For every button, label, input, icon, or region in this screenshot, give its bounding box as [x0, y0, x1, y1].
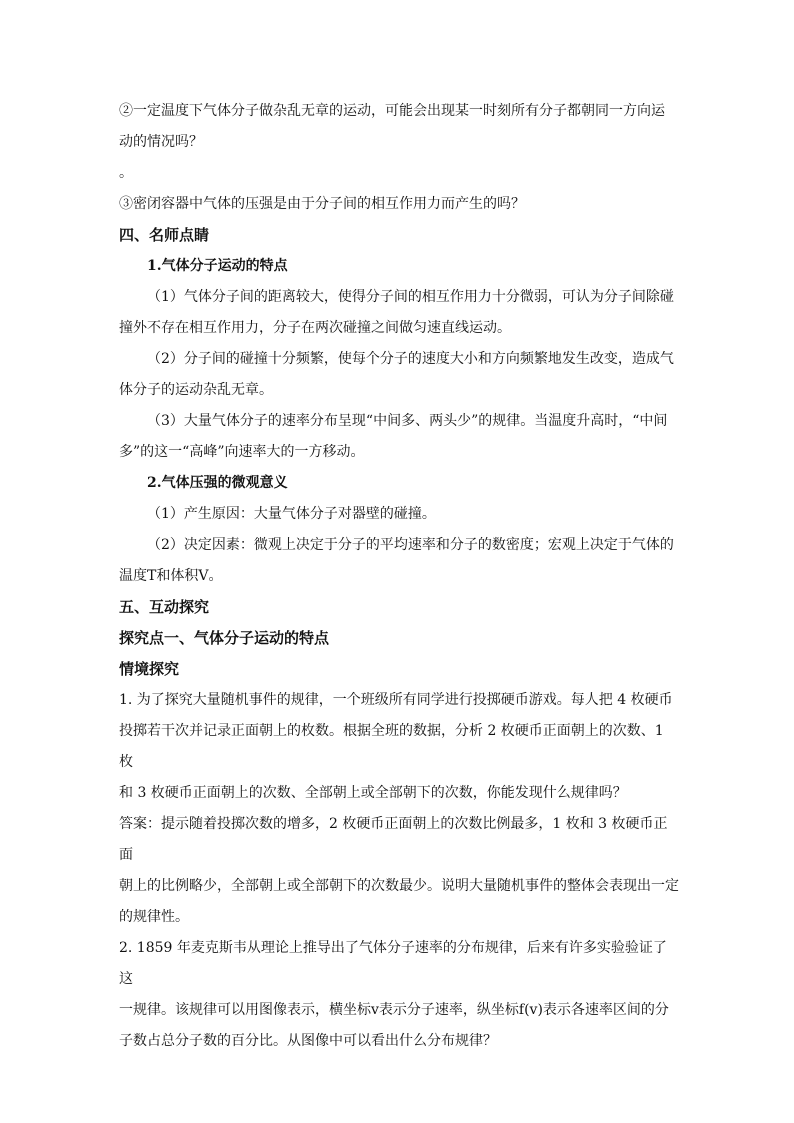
blank-answer-dot: 。 [119, 165, 133, 181]
question-2-line-2: 动的情况吗？ [119, 134, 203, 150]
item-1-line-3: 和 3 枚硬币正面朝上的次数、全部朝上或全部朝下的次数，你能发现什么规律吗？ [119, 785, 627, 801]
point-1-2: （2）分子间的碰撞十分频繁，使每个分子的速度大小和方向频繁地发生改变，造成气 [147, 351, 674, 367]
section-heading-five: 五、互动探究 [119, 598, 210, 616]
point-1-2-cont: 体分子的运动杂乱无章。 [119, 382, 273, 398]
point-2-2-cont: 温度T和体积V。 [119, 568, 223, 584]
point-2-1: （1）产生原因：大量气体分子对器壁的碰撞。 [147, 506, 436, 522]
point-2-2: （2）决定因素：微观上决定于分子的平均速率和分子的数密度；宏观上决定于气体的 [147, 537, 674, 553]
item-2-line-1: 2. 1859 年麦克斯韦从理论上推导出了气体分子速率的分布规律，后来有许多实验验证了这 [119, 940, 667, 987]
subheading-gas-motion: 1.气体分子运动的特点 [147, 258, 288, 274]
point-1-3-cont: 多”的这一“高峰”向速率大的一方移动。 [119, 444, 365, 460]
question-2-line-1: ②一定温度下气体分子做杂乱无章的运动，可能会出现某一时刻所有分子都朝同一方向运 [119, 103, 665, 119]
item-2-line-3: 子数占总分子数的百分比。从图像中可以看出什么分布规律？ [119, 1033, 497, 1049]
item-1-line-1: 1. 为了探究大量随机事件的规律，一个班级所有同学进行投掷硬币游戏。每人把 4 枚硬币 [119, 692, 673, 708]
point-1-3: （3）大量气体分子的速率分布呈现“中间多、两头少”的规律。当温度升高时，“中间 [147, 413, 668, 429]
item-2-line-2: 一规律。该规律可以用图像表示，横坐标v表示分子速率，纵坐标f(v)表示各速率区间的分 [119, 1002, 669, 1018]
answer-line-2: 朝上的比例略少，全部朝上或全部朝下的次数最少。说明大量随机事件的整体会表现出一定 [119, 878, 679, 894]
point-1-1-cont: 撞外不存在相互作用力，分子在两次碰撞之间做匀速直线运动。 [119, 320, 511, 336]
answer-line-1: 答案：提示随着投掷次数的增多，2 枚硬币正面朝上的次数比例最多，1 枚和 3 枚硬币正面 [119, 816, 668, 863]
document-body [119, 96, 679, 1057]
answer-line-3: 的规律性。 [119, 909, 189, 925]
question-3: ③密闭容器中气体的压强是由于分子间的相互作用力而产生的吗？ [119, 196, 525, 212]
item-1-line-2: 投掷若干次并记录正面朝上的枚数。根据全班的数据，分析 2 枚硬币正面朝上的次数、1 枚 [119, 723, 664, 770]
section-heading-four: 四、名师点睛 [119, 226, 210, 244]
situation-explore: 情境探究 [119, 660, 180, 678]
subheading-pressure-meaning: 2.气体压强的微观意义 [147, 475, 288, 491]
explore-point-1: 探究点一、气体分子运动的特点 [119, 629, 330, 647]
point-1-1: （1）气体分子间的距离较大，使得分子间的相互作用力十分微弱，可认为分子间除碰 [147, 289, 674, 305]
